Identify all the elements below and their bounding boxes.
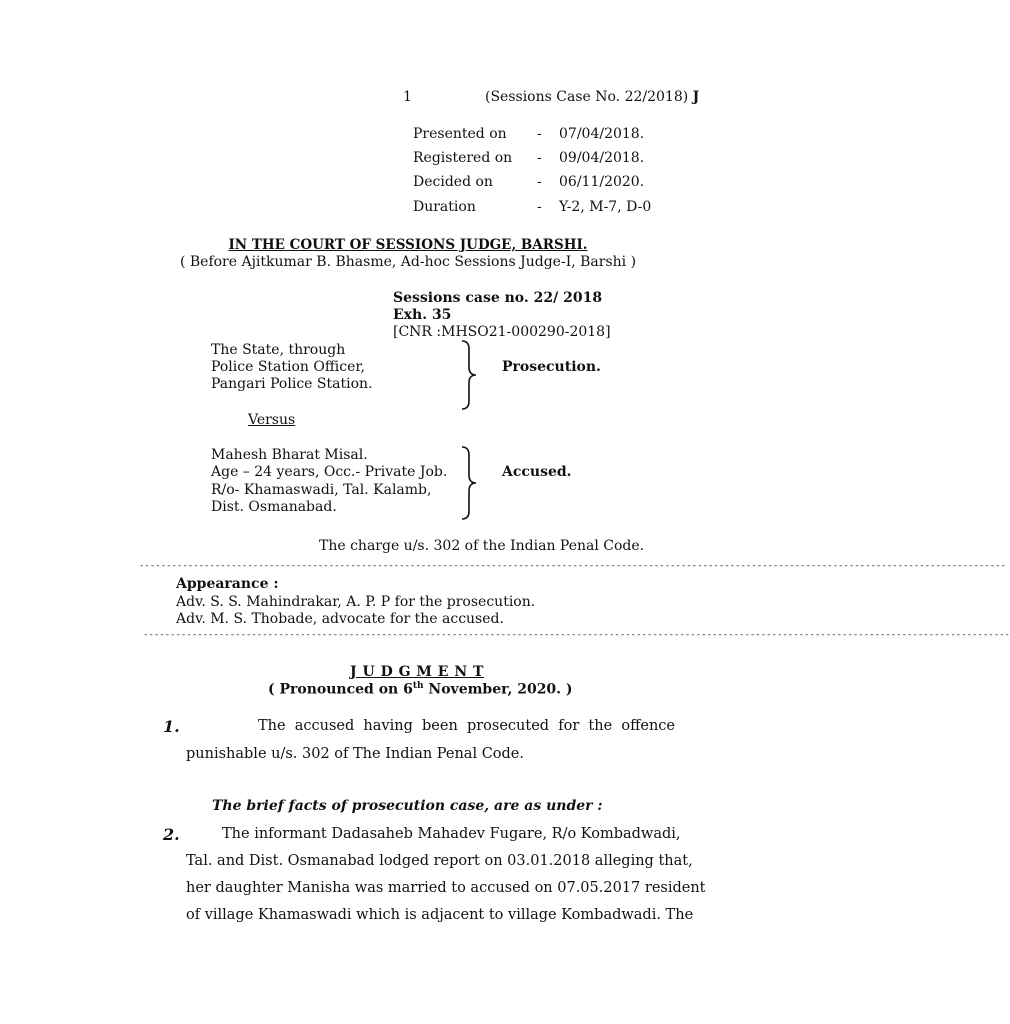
judgment-title: J U D G M E N T [350, 664, 484, 680]
party-line: Age – 24 years, Occ.- Private Job. [211, 464, 448, 480]
right-brace-icon [458, 339, 480, 411]
pronounced-prefix: ( Pronounced on 6 [268, 681, 413, 698]
prosecution-role: Prosecution. [502, 359, 601, 375]
pronounced-sup: th [412, 681, 424, 691]
party-line: R/o- Khamaswadi, Tal. Kalamb, [211, 482, 432, 498]
case-exhibit: Exh. 35 [393, 307, 452, 323]
accused-role: Accused. [502, 464, 572, 480]
date-value: 07/04/2018. [559, 126, 645, 142]
pronounced-suffix: November, 2020. ) [423, 681, 573, 698]
paragraph-line: punishable u/s. 302 of The Indian Penal Code. [186, 746, 524, 762]
party-line: Police Station Officer, [211, 359, 366, 375]
date-label: Presented on [413, 126, 507, 142]
court-before: ( Before Ajitkumar B. Bhasme, Ad-hoc Sessions Judge-I, Barshi ) [179, 254, 637, 270]
appearance-line: Adv. S. S. Mahindrakar, A. P. P for the prosecution. [176, 594, 536, 610]
versus-label: Versus [248, 412, 296, 428]
paragraph-line: The informant Dadasaheb Mahadev Fugare, R/o Kombadwadi, [222, 826, 681, 842]
paragraph-line: her daughter Manisha was married to accused on 07.05.2017 resident [186, 880, 706, 896]
right-brace-icon [458, 445, 480, 521]
party-line: Pangari Police Station. [211, 376, 373, 392]
case-cnr: [CNR :MHSO21-000290-2018] [393, 324, 611, 340]
paragraph-line: Tal. and Dist. Osmanabad lodged report on 03.01.2018 alleging that, [186, 853, 693, 869]
pronounced-date [268, 681, 573, 698]
paragraph-line: The accused having been prosecuted for the offence [258, 718, 675, 734]
date-separator: - [537, 150, 542, 166]
charge-line: The charge u/s. 302 of the Indian Penal Code. [319, 538, 645, 554]
date-value: 06/11/2020. [559, 174, 645, 190]
appearance-line: Adv. M. S. Thobade, advocate for the accused. [176, 611, 504, 627]
brief-facts-heading: The brief facts of prosecution case, are as under : [212, 798, 603, 814]
paragraph-number: 1. [163, 717, 180, 736]
date-label: Registered on [413, 150, 513, 166]
case-reference-suffix: J [692, 89, 700, 105]
date-label: Duration [413, 199, 476, 215]
date-value: Y-2, M-7, D-0 [559, 199, 652, 215]
date-separator: - [537, 199, 542, 215]
court-title: IN THE COURT OF SESSIONS JUDGE, BARSHI. [228, 237, 588, 253]
divider: ---------------------------------------------------------------------------------------------------------------------------------------------------------------- [143, 630, 1010, 640]
paragraph-line: of village Khamaswadi which is adjacent to village Kombadwadi. The [186, 907, 694, 923]
divider: ---------------------------------------------------------------------------------------------------------------------------------------------------------------- [139, 561, 1006, 571]
date-value: 09/04/2018. [559, 150, 645, 166]
appearance-heading: Appearance : [176, 576, 279, 592]
page-number: 1 [403, 89, 412, 105]
party-line: Mahesh Bharat Misal. [211, 447, 368, 463]
case-reference [485, 89, 699, 105]
party-line: The State, through [211, 342, 346, 358]
date-separator: - [537, 126, 542, 142]
date-separator: - [537, 174, 542, 190]
case-reference-text: (Sessions Case No. 22/2018) [485, 89, 689, 105]
paragraph-number: 2. [163, 825, 180, 844]
date-label: Decided on [413, 174, 493, 190]
party-line: Dist. Osmanabad. [211, 499, 337, 515]
case-number: Sessions case no. 22/ 2018 [393, 290, 603, 306]
